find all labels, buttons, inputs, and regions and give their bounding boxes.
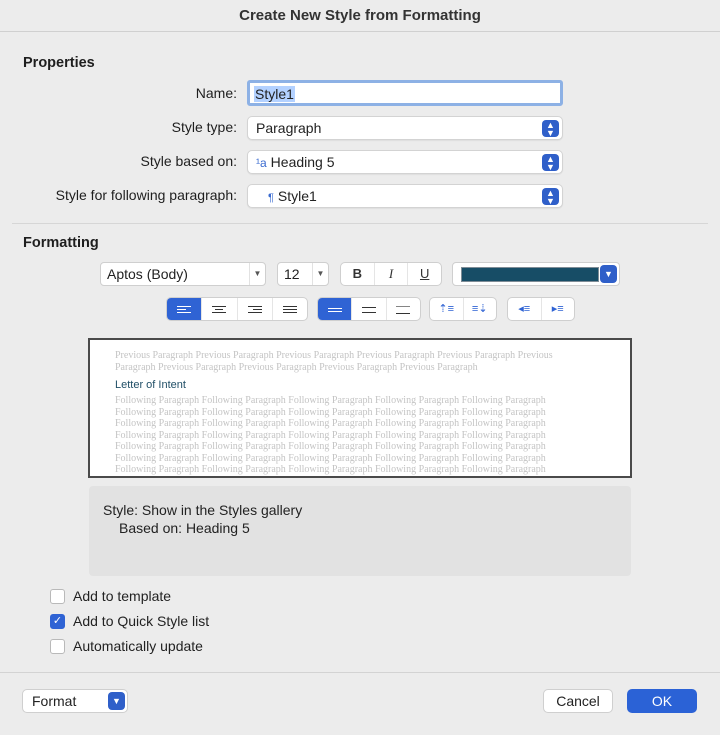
- single-spacing-button[interactable]: [318, 298, 352, 320]
- align-center-button[interactable]: [202, 298, 237, 320]
- cancel-button[interactable]: Cancel: [543, 689, 613, 713]
- align-left-icon: [177, 305, 191, 315]
- style-type-popup[interactable]: [247, 116, 563, 140]
- decrease-indent-button[interactable]: [508, 298, 542, 320]
- increase-indent-icon: ▸≡: [551, 303, 564, 315]
- name-label: Name:: [195, 85, 237, 101]
- style-preview: [88, 338, 632, 478]
- preview-previous-paragraph: Previous Paragraph Previous Paragraph Previous Paragraph Previous Paragraph Previous Paragraph Previous Paragraph Previous Paragraph Previous Paragraph Previous Paragraph Previous Paragraph: [115, 350, 553, 373]
- double-spacing-icon: [396, 305, 410, 315]
- paragraph-spacing-group: [429, 297, 497, 321]
- following-paragraph-label: Style for following paragraph:: [55, 187, 237, 203]
- indent-group: [507, 297, 575, 321]
- underline-button[interactable]: U: [419, 266, 430, 281]
- based-on-value: Heading 5: [270, 154, 335, 170]
- add-to-template-checkbox[interactable]: [50, 588, 250, 606]
- style-description: [89, 486, 631, 576]
- space-after-icon: ≡⇣: [471, 303, 488, 315]
- add-to-quick-style-label: Add to Quick Style list: [73, 613, 210, 629]
- formatting-section-title: Formatting: [23, 235, 99, 251]
- preview-following-paragraph: Following Paragraph Following Paragraph Following Paragraph Following Paragraph Following Paragraph Following Paragraph Following Paragraph Following Paragraph Following Paragraph Following Paragraph Following Paragraph Following Paragraph Following Paragraph Following Paragraph Following Paragraph Following Paragraph Following Paragraph Following Paragraph Following Paragraph Following Paragraph Following Paragraph Following Paragraph Following Paragraph Following Paragraph Following Paragraph Following Paragraph Following Paragraph Following Paragraph Following Paragraph Following Paragraph Following Paragraph Following Paragraph Following Paragraph Following Paragraph Following Paragraph: [115, 395, 546, 475]
- align-left-button[interactable]: [167, 298, 202, 320]
- space-before-button[interactable]: [430, 298, 464, 320]
- section-divider: [12, 223, 708, 224]
- font-name-value: Aptos (Body): [107, 266, 188, 282]
- chevron-down-icon: ▼: [249, 263, 265, 285]
- style-type-label: Style type:: [171, 119, 237, 135]
- one-half-spacing-button[interactable]: [352, 298, 386, 320]
- font-color-picker[interactable]: [452, 262, 620, 286]
- preview-sample-text: Letter of Intent: [115, 379, 186, 391]
- checkbox-unchecked-icon: [50, 639, 65, 654]
- name-input[interactable]: [247, 80, 563, 106]
- checkmark-icon: ✓: [50, 614, 65, 629]
- justify-button[interactable]: [273, 298, 307, 320]
- font-size-combo[interactable]: [277, 262, 329, 286]
- align-right-button[interactable]: [238, 298, 273, 320]
- chevron-down-icon: ▼: [600, 265, 617, 283]
- style-based-on-popup[interactable]: [247, 150, 563, 174]
- add-to-quick-style-checkbox[interactable]: [50, 613, 250, 631]
- based-on-label: Style based on:: [140, 153, 237, 169]
- double-spacing-button[interactable]: [387, 298, 420, 320]
- one-half-spacing-icon: [362, 305, 376, 315]
- chevron-updown-icon: ▲ ▼: [542, 120, 559, 137]
- font-name-combo[interactable]: [100, 262, 266, 286]
- heading-style-icon: ¹a: [256, 156, 267, 170]
- bold-button[interactable]: B: [341, 263, 375, 285]
- automatically-update-checkbox[interactable]: [50, 638, 250, 656]
- font-color-swatch: [461, 267, 599, 282]
- format-label: Format: [32, 693, 77, 709]
- font-style-group: [340, 262, 442, 286]
- font-size-value: 12: [284, 266, 300, 282]
- align-right-icon: [248, 305, 262, 315]
- chevron-down-icon: ▼: [108, 692, 125, 710]
- italic-button[interactable]: I: [375, 263, 409, 285]
- paragraph-style-icon: ¶: [268, 192, 274, 204]
- description-line-1: Style: Show in the Styles gallery: [103, 502, 303, 518]
- following-paragraph-popup[interactable]: [247, 184, 563, 208]
- ok-button[interactable]: OK: [627, 689, 697, 713]
- space-after-button[interactable]: [464, 298, 497, 320]
- properties-section-title: Properties: [23, 55, 95, 71]
- alignment-group: [166, 297, 308, 321]
- line-spacing-group: [317, 297, 421, 321]
- dialog-title: Create New Style from Formatting: [0, 0, 720, 32]
- footer-divider: [0, 672, 720, 673]
- name-value: Style1: [255, 86, 294, 102]
- space-before-icon: ⇡≡: [438, 303, 455, 315]
- add-to-template-label: Add to template: [73, 588, 172, 604]
- chevron-updown-icon: ▲ ▼: [542, 188, 559, 205]
- decrease-indent-icon: ◂≡: [518, 303, 531, 315]
- chevron-down-icon: ▼: [312, 263, 328, 285]
- single-spacing-icon: [328, 305, 342, 315]
- automatically-update-label: Automatically update: [73, 638, 203, 654]
- following-value: Style1: [277, 188, 317, 204]
- chevron-updown-icon: ▲ ▼: [542, 154, 559, 171]
- justify-icon: [283, 305, 297, 315]
- format-menu-button[interactable]: [22, 689, 128, 713]
- increase-indent-button[interactable]: [542, 298, 575, 320]
- align-center-icon: [212, 305, 226, 315]
- checkbox-unchecked-icon: [50, 589, 65, 604]
- description-line-2: Based on: Heading 5: [119, 520, 250, 536]
- style-type-value: Paragraph: [256, 120, 322, 136]
